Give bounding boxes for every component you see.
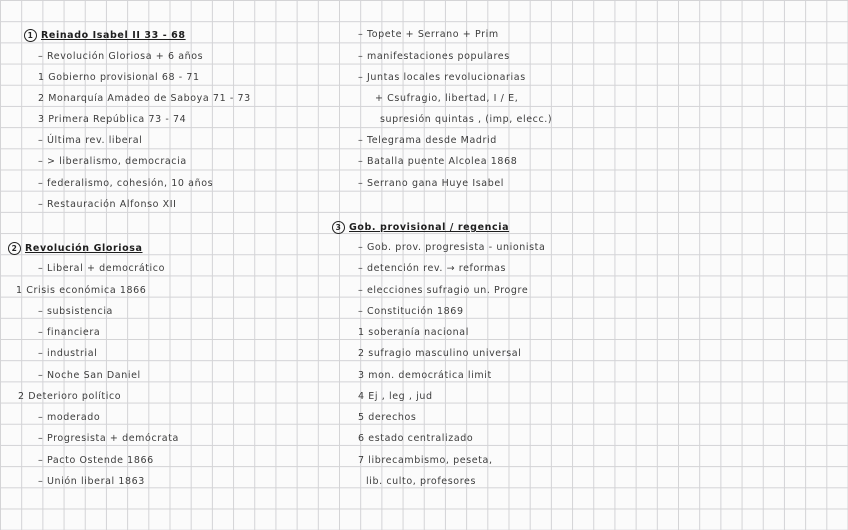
note-line: 6 estado centralizado xyxy=(358,433,474,444)
note-line: – subsistencia xyxy=(38,306,113,317)
note-line: – Última rev. liberal xyxy=(38,135,143,146)
note-line: 3 mon. democrática limit xyxy=(358,370,492,381)
note-line: – manifestaciones populares xyxy=(358,51,510,62)
section-3-number: 3 xyxy=(332,221,345,234)
note-line: – > liberalismo, democracia xyxy=(38,156,187,167)
note-line: – Liberal + democrático xyxy=(38,263,166,274)
note-line: – Constitución 1869 xyxy=(358,306,464,317)
note-line: – Restauración Alfonso XII xyxy=(38,199,177,210)
note-line: 1 Crisis económica 1866 xyxy=(16,285,147,296)
note-line: – moderado xyxy=(38,412,101,423)
note-line: – Pacto Ostende 1866 xyxy=(38,455,154,466)
note-line: 2 Deterioro político xyxy=(18,391,122,402)
note-line: 1 Gobierno provisional 68 - 71 xyxy=(38,72,200,83)
note-line: – Noche San Daniel xyxy=(38,370,141,381)
section-3-heading xyxy=(332,221,509,234)
note-line: – financiera xyxy=(38,327,101,338)
note-line: – Topete + Serrano + Prim xyxy=(358,29,499,40)
note-line: lib. culto, profesores xyxy=(366,476,476,487)
section-2-title: Revolución Gloriosa xyxy=(25,243,143,254)
section-1-heading xyxy=(24,29,186,42)
note-line: – federalismo, cohesión, 10 años xyxy=(38,178,214,189)
note-line: – elecciones sufragio un. Progre xyxy=(358,285,529,296)
section-1-number: 1 xyxy=(24,29,37,42)
note-line: – Juntas locales revolucionarias xyxy=(358,72,526,83)
note-line: – Telegrama desde Madrid xyxy=(358,135,497,146)
note-line: 3 Primera República 73 - 74 xyxy=(38,114,187,125)
note-line: + Csufragio, libertad, I / E, xyxy=(375,93,519,104)
note-line: supresión quintas , (imp, elecc.) xyxy=(380,114,553,125)
note-line: – industrial xyxy=(38,348,98,359)
note-line: 5 derechos xyxy=(358,412,417,423)
note-line: – Batalla puente Alcolea 1868 xyxy=(358,156,518,167)
section-2-heading xyxy=(8,242,143,255)
note-line: – Gob. prov. progresista - unionista xyxy=(358,242,546,253)
section-3-title: Gob. provisional / regencia xyxy=(349,222,510,233)
section-2-number: 2 xyxy=(8,242,21,255)
note-line: 7 librecambismo, peseta, xyxy=(358,455,493,466)
note-line: 1 soberanía nacional xyxy=(358,327,469,338)
section-1-title: Reinado Isabel II 33 - 68 xyxy=(41,30,186,41)
note-line: 2 Monarquía Amadeo de Saboya 71 - 73 xyxy=(38,93,251,104)
note-line: – detención rev. → reformas xyxy=(358,263,507,274)
note-line: 2 sufragio masculino universal xyxy=(358,348,522,359)
note-line: 4 Ej , leg , jud xyxy=(358,391,433,402)
note-line: – Progresista + demócrata xyxy=(38,433,179,444)
note-line: – Serrano gana Huye Isabel xyxy=(358,178,505,189)
note-line: – Unión liberal 1863 xyxy=(38,476,145,487)
note-line: – Revolución Gloriosa + 6 años xyxy=(38,51,204,62)
